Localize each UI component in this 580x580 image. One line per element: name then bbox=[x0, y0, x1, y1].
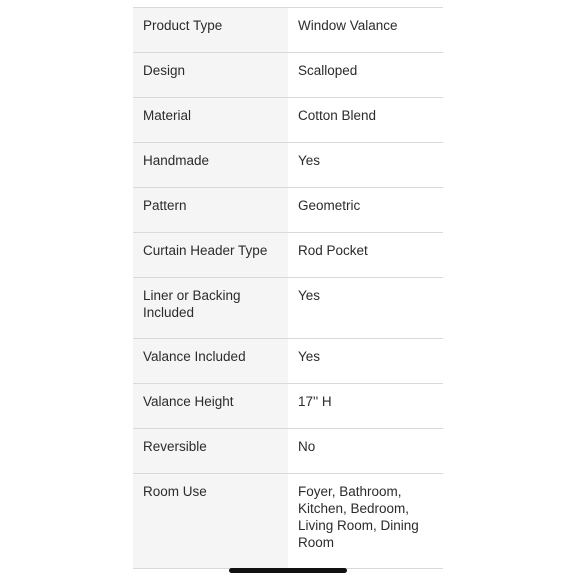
spec-value: Scalloped bbox=[288, 53, 443, 97]
spec-label: Material bbox=[133, 98, 288, 142]
spec-label: Valance Height bbox=[133, 384, 288, 428]
specifications-table bbox=[133, 7, 443, 569]
spec-value: Yes bbox=[288, 143, 443, 187]
spec-label: Handmade bbox=[133, 143, 288, 187]
spec-row-valance-height bbox=[133, 384, 443, 429]
spec-row-curtain-header-type bbox=[133, 233, 443, 278]
spec-label: Design bbox=[133, 53, 288, 97]
spec-label: Product Type bbox=[133, 8, 288, 52]
spec-label: Valance Included bbox=[133, 339, 288, 383]
spec-label: Reversible bbox=[133, 429, 288, 473]
spec-value: Yes bbox=[288, 278, 443, 338]
spec-row-material bbox=[133, 98, 443, 143]
spec-row-liner-or-backing bbox=[133, 278, 443, 339]
spec-label: Curtain Header Type bbox=[133, 233, 288, 277]
spec-label: Room Use bbox=[133, 474, 288, 568]
spec-row-valance-included bbox=[133, 339, 443, 384]
spec-row-pattern bbox=[133, 188, 443, 233]
spec-value: Foyer, Bathroom, Kitchen, Bedroom, Living Room, Dining Room bbox=[288, 474, 443, 568]
spec-row-room-use bbox=[133, 474, 443, 569]
spec-value: Rod Pocket bbox=[288, 233, 443, 277]
spec-label: Pattern bbox=[133, 188, 288, 232]
spec-row-reversible bbox=[133, 429, 443, 474]
spec-value: Yes bbox=[288, 339, 443, 383]
home-indicator[interactable] bbox=[229, 568, 347, 573]
spec-value: No bbox=[288, 429, 443, 473]
spec-value: Cotton Blend bbox=[288, 98, 443, 142]
spec-row-product-type bbox=[133, 8, 443, 53]
spec-row-design bbox=[133, 53, 443, 98]
spec-value: Window Valance bbox=[288, 8, 443, 52]
spec-label: Liner or Backing Included bbox=[133, 278, 288, 338]
spec-value: Geometric bbox=[288, 188, 443, 232]
spec-row-handmade bbox=[133, 143, 443, 188]
spec-value: 17'' H bbox=[288, 384, 443, 428]
